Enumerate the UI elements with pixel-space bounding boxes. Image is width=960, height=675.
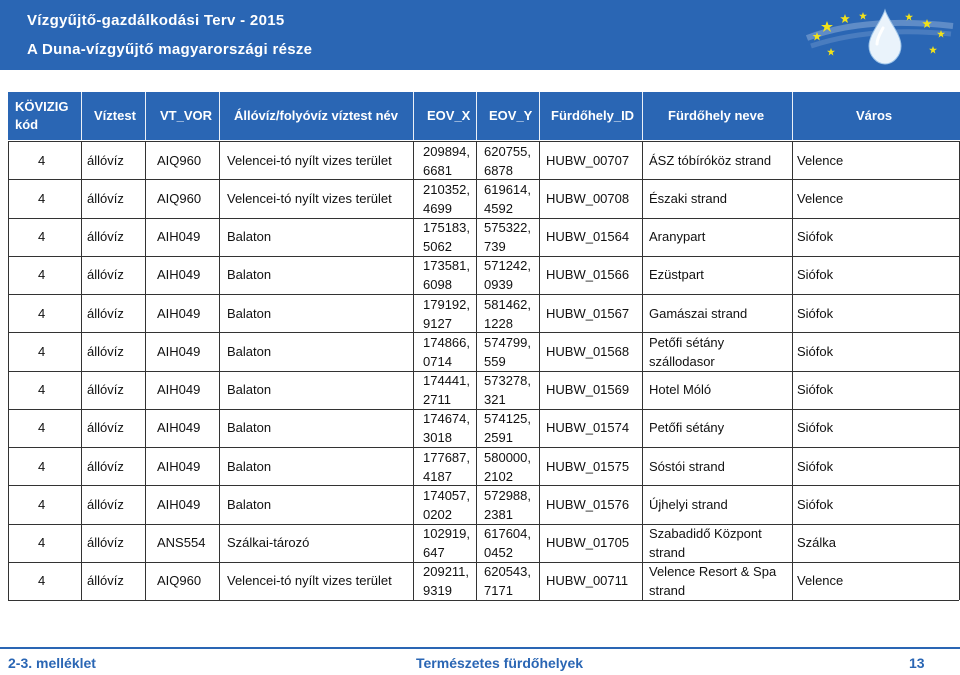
column-header-bathing-name: Fürdőhely neve [668, 108, 765, 123]
column-divider [219, 141, 220, 600]
cell-viztest: állóvíz [87, 344, 124, 359]
header-divider [476, 92, 477, 140]
column-header-eov-x: EOV_X [427, 108, 471, 123]
cell-eov-x-part2: 9127 [423, 316, 452, 331]
cell-vt-vor: AIQ960 [157, 573, 202, 588]
cell-water-body-name: Balaton [227, 382, 272, 397]
cell-bathing-name-line2: strand [649, 545, 686, 560]
cell-bathing-id: HUBW_01576 [546, 497, 630, 512]
cell-eov-y-part2: 321 [484, 392, 506, 407]
cell-viztest: állóvíz [87, 459, 124, 474]
cell-eov-y-part2: 739 [484, 239, 506, 254]
column-divider [792, 141, 793, 600]
cell-eov-y-part1: 571242, [484, 258, 531, 273]
cell-bathing-id: HUBW_01568 [546, 344, 630, 359]
cell-water-body-name: Balaton [227, 229, 272, 244]
column-divider [642, 141, 643, 600]
cell-vt-vor: AIH049 [157, 459, 201, 474]
cell-water-body-name: Balaton [227, 306, 272, 321]
column-header-eov-y: EOV_Y [489, 108, 533, 123]
column-divider [81, 141, 82, 600]
cell-kovizig: 4 [38, 267, 46, 282]
cell-water-body-name: Balaton [227, 497, 272, 512]
cell-viztest: állóvíz [87, 573, 124, 588]
cell-eov-x-part1: 209211, [423, 564, 470, 579]
cell-bathing-name-line1: Velence Resort & Spa [649, 564, 777, 579]
cell-eov-x-part1: 174057, [423, 488, 470, 503]
cell-bathing-id: HUBW_00707 [546, 153, 630, 168]
column-header-vt-vor: VT_VOR [160, 108, 213, 123]
cell-eov-y-part1: 617604, [484, 526, 531, 541]
cell-bathing-name: Ezüstpart [649, 267, 704, 282]
cell-eov-y-part1: 574799, [484, 335, 531, 350]
cell-eov-x-part1: 179192, [423, 297, 470, 312]
cell-bathing-name: ÁSZ tóbíróköz strand [649, 153, 772, 168]
cell-kovizig: 4 [38, 306, 46, 321]
cell-kovizig: 4 [38, 229, 46, 244]
cell-vt-vor: AIH049 [157, 420, 201, 435]
row-divider [8, 600, 959, 601]
cell-viztest: állóvíz [87, 535, 124, 550]
cell-eov-y-part2: 0939 [484, 277, 513, 292]
cell-eov-x-part2: 5062 [423, 239, 452, 254]
cell-kovizig: 4 [38, 420, 46, 435]
cell-eov-y-part1: 574125, [484, 411, 531, 426]
cell-kovizig: 4 [38, 153, 46, 168]
cell-eov-y-part2: 1228 [484, 316, 513, 331]
cell-eov-y-part1: 573278, [484, 373, 531, 388]
cell-water-body-name: Szálkai-tározó [227, 535, 310, 550]
footer-page-number: 13 [909, 655, 925, 671]
cell-eov-x-part2: 2711 [423, 392, 451, 407]
cell-eov-x-part2: 647 [423, 545, 445, 560]
cell-eov-y-part1: 572988, [484, 488, 531, 503]
cell-bathing-id: HUBW_01569 [546, 382, 630, 397]
cell-city: Velence [797, 153, 844, 168]
cell-kovizig: 4 [38, 497, 46, 512]
cell-eov-y-part1: 575322, [484, 220, 531, 235]
column-divider [413, 141, 414, 600]
column-header-name: Állóvíz/folyóvíz víztest név [234, 108, 398, 123]
cell-bathing-id: HUBW_00708 [546, 191, 630, 206]
cell-kovizig: 4 [38, 382, 46, 397]
cell-eov-y-part1: 620543, [484, 564, 531, 579]
cell-kovizig: 4 [38, 535, 46, 550]
cell-vt-vor: AIQ960 [157, 191, 202, 206]
cell-bathing-id: HUBW_01574 [546, 420, 630, 435]
eu-water-logo-icon [805, 4, 955, 68]
cell-bathing-name: Petőfi sétány [649, 420, 725, 435]
cell-bathing-id: HUBW_01567 [546, 306, 630, 321]
cell-city: Siófok [797, 267, 834, 282]
cell-bathing-name: Újhelyi strand [649, 497, 728, 512]
cell-viztest: állóvíz [87, 229, 124, 244]
header-divider [219, 92, 220, 140]
cell-eov-y-part2: 2102 [484, 469, 513, 484]
cell-eov-y-part1: 620755, [484, 144, 531, 159]
cell-eov-x-part1: 173581, [423, 258, 470, 273]
cell-viztest: állóvíz [87, 267, 124, 282]
cell-vt-vor: AIH049 [157, 306, 201, 321]
cell-viztest: állóvíz [87, 497, 124, 512]
cell-eov-x-part1: 175183, [423, 220, 470, 235]
cell-water-body-name: Velencei-tó nyílt vizes terület [227, 191, 392, 206]
cell-viztest: állóvíz [87, 382, 124, 397]
header-banner [0, 0, 960, 70]
cell-water-body-name: Balaton [227, 420, 272, 435]
cell-bathing-id: HUBW_00711 [546, 573, 629, 588]
cell-bathing-name: Aranypart [649, 229, 706, 244]
cell-eov-y-part2: 2381 [484, 507, 513, 522]
footer-section-title: Természetes fürdőhelyek [416, 655, 584, 671]
cell-vt-vor: ANS554 [157, 535, 206, 550]
cell-city: Szálka [797, 535, 837, 550]
cell-water-body-name: Balaton [227, 344, 272, 359]
cell-vt-vor: AIQ960 [157, 153, 202, 168]
cell-eov-x-part1: 210352, [423, 182, 470, 197]
header-divider [792, 92, 793, 140]
cell-eov-x-part2: 9319 [423, 583, 452, 598]
cell-bathing-name: Sóstói strand [649, 459, 725, 474]
column-header-kovizig: KÖVIZIG kód [15, 99, 69, 132]
cell-eov-y-part2: 4592 [484, 201, 513, 216]
cell-bathing-id: HUBW_01564 [546, 229, 630, 244]
cell-bathing-name-line1: Szabadidő Központ [649, 526, 762, 541]
cell-kovizig: 4 [38, 459, 46, 474]
cell-eov-x-part2: 6098 [423, 277, 452, 292]
header-divider [145, 92, 146, 140]
cell-bathing-name-line2: szállodasor [649, 354, 715, 369]
cell-eov-x-part1: 102919, [423, 526, 470, 541]
cell-vt-vor: AIH049 [157, 497, 201, 512]
cell-city: Velence [797, 191, 844, 206]
cell-bathing-name: Gamászai strand [649, 306, 748, 321]
cell-eov-x-part1: 209894, [423, 144, 470, 159]
column-divider [145, 141, 146, 600]
column-header-viztest: Víztest [94, 108, 136, 123]
footer-rule [0, 647, 960, 649]
cell-kovizig: 4 [38, 191, 46, 206]
cell-viztest: állóvíz [87, 191, 124, 206]
column-header-city: Város [856, 108, 893, 123]
cell-eov-y-part1: 581462, [484, 297, 531, 312]
table-header [8, 92, 960, 140]
cell-bathing-name: Északi strand [649, 191, 728, 206]
cell-eov-x-part2: 6681 [423, 163, 452, 178]
cell-eov-y-part2: 2591 [484, 430, 513, 445]
cell-vt-vor: AIH049 [157, 344, 201, 359]
cell-eov-x-part1: 174674, [423, 411, 470, 426]
cell-eov-x-part1: 174441, [423, 373, 470, 388]
cell-bathing-id: HUBW_01705 [546, 535, 630, 550]
cell-kovizig: 4 [38, 344, 46, 359]
cell-city: Siófok [797, 382, 834, 397]
cell-bathing-id: HUBW_01575 [546, 459, 630, 474]
cell-city: Siófok [797, 229, 834, 244]
cell-eov-x-part2: 4187 [423, 469, 452, 484]
cell-bathing-id: HUBW_01566 [546, 267, 630, 282]
cell-water-body-name: Balaton [227, 267, 272, 282]
cell-water-body-name: Balaton [227, 459, 272, 474]
cell-city: Siófok [797, 459, 834, 474]
cell-eov-x-part1: 174866, [423, 335, 470, 350]
cell-city: Siófok [797, 420, 834, 435]
document-title: Vízgyűjtő-gazdálkodási Terv - 2015 [27, 12, 285, 29]
footer-annex-label: 2-3. melléklet [8, 655, 96, 671]
cell-vt-vor: AIH049 [157, 382, 201, 397]
header-divider [413, 92, 414, 140]
column-divider [476, 141, 477, 600]
cell-vt-vor: AIH049 [157, 229, 201, 244]
cell-water-body-name: Velencei-tó nyílt vizes terület [227, 573, 392, 588]
document-subtitle: A Duna-vízgyűjtő magyarországi része [27, 41, 313, 58]
cell-kovizig: 4 [38, 573, 46, 588]
cell-eov-y-part2: 559 [484, 354, 506, 369]
cell-eov-x-part2: 0714 [423, 354, 452, 369]
cell-city: Velence [797, 573, 844, 588]
cell-eov-x-part2: 3018 [423, 430, 452, 445]
cell-bathing-name: Hotel Móló [649, 382, 712, 397]
cell-city: Siófok [797, 344, 834, 359]
cell-eov-y-part2: 0452 [484, 545, 513, 560]
cell-bathing-name-line1: Petőfi sétány [649, 335, 725, 350]
cell-viztest: állóvíz [87, 153, 124, 168]
cell-eov-x-part2: 4699 [423, 201, 452, 216]
header-divider [539, 92, 540, 140]
header-divider [81, 92, 82, 140]
cell-viztest: állóvíz [87, 306, 124, 321]
cell-eov-y-part1: 580000, [484, 450, 531, 465]
cell-bathing-name-line2: strand [649, 583, 686, 598]
column-divider [539, 141, 540, 600]
cell-eov-x-part2: 0202 [423, 507, 452, 522]
cell-water-body-name: Velencei-tó nyílt vizes terület [227, 153, 392, 168]
cell-viztest: állóvíz [87, 420, 124, 435]
column-divider [8, 141, 9, 600]
cell-eov-x-part1: 177687, [423, 450, 470, 465]
cell-eov-y-part2: 7171 [484, 583, 513, 598]
cell-city: Siófok [797, 306, 834, 321]
header-divider [642, 92, 643, 140]
cell-vt-vor: AIH049 [157, 267, 201, 282]
cell-eov-y-part1: 619614, [484, 182, 531, 197]
cell-city: Siófok [797, 497, 834, 512]
column-header-bathing-id: Fürdőhely_ID [551, 108, 635, 123]
cell-eov-y-part2: 6878 [484, 163, 513, 178]
